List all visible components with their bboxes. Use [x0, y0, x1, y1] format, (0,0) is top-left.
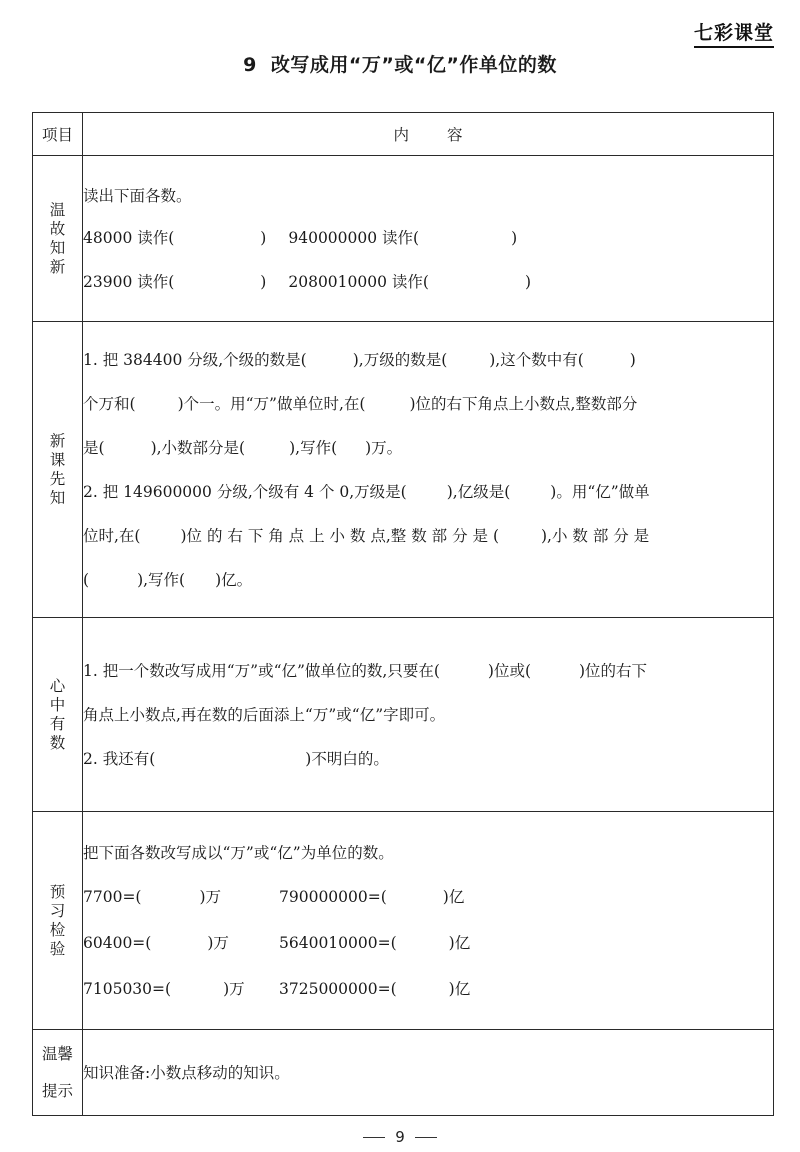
- review-label: 温 故 知 新: [33, 156, 83, 322]
- preview-row: [33, 322, 774, 618]
- tip-content: [83, 1030, 774, 1116]
- lesson-title: 改写成用“万”或“亿”作单位的数: [270, 54, 557, 76]
- review-intro: 读出下面各数。: [83, 186, 192, 205]
- review-line-2: 23900 读作( ) 2080010000 读作( ): [83, 272, 532, 291]
- page-title: [0, 50, 800, 77]
- table-header-row: [33, 113, 774, 156]
- check-row: [33, 812, 774, 1030]
- preview-line-3: 是( ),小数部分是( ),写作( )万。: [83, 438, 403, 457]
- lesson-number: 9: [243, 54, 257, 76]
- preview-content: [83, 322, 774, 618]
- footer-dash-left: [363, 1137, 385, 1138]
- tip-row: [33, 1030, 774, 1116]
- check-line-3: 7105030=( )万 3725000000=( )亿: [83, 979, 471, 998]
- preview-line-1: 1. 把 384400 分级,个级的数是( ),万级的数是( ),这个数中有( ): [83, 350, 636, 369]
- preview-line-6: ( ),写作( )亿。: [83, 570, 253, 589]
- preview-label: 新 课 先 知: [33, 322, 83, 618]
- mind-line-3: 2. 我还有( )不明白的。: [83, 749, 389, 768]
- page-number: 9: [395, 1128, 405, 1146]
- brand-logo: 七彩课堂: [694, 18, 774, 48]
- check-intro: 把下面各数改写成以“万”或“亿”为单位的数。: [83, 843, 394, 862]
- check-line-1: 7700=( )万 790000000=( )亿: [83, 887, 465, 906]
- check-line-2: 60400=( )万 5640010000=( )亿: [83, 933, 471, 952]
- check-content: [83, 812, 774, 1030]
- tip-text: 知识准备:小数点移动的知识。: [83, 1063, 290, 1082]
- check-label: 预 习 检 验: [33, 812, 83, 1030]
- header-item: 项目: [33, 113, 83, 156]
- page-footer: [0, 1128, 800, 1146]
- preview-line-5: 位时,在( )位 的 右 下 角 点 上 小 数 点,整 数 部 分 是 ( ),小 数 部 分 是: [83, 526, 650, 545]
- review-row: [33, 156, 774, 322]
- mind-content: [83, 618, 774, 812]
- mind-row: [33, 618, 774, 812]
- mind-line-2: 角点上小数点,再在数的后面添上“万”或“亿”字即可。: [83, 705, 446, 724]
- mind-label: 心 中 有 数: [33, 618, 83, 812]
- mind-line-1: 1. 把一个数改写成用“万”或“亿”做单位的数,只要在( )位或( )位的右下: [83, 661, 648, 680]
- footer-dash-right: [415, 1137, 437, 1138]
- tip-label: 温馨 提示: [33, 1030, 83, 1116]
- worksheet-table: [32, 112, 774, 1116]
- preview-line-2: 个万和( )个一。用“万”做单位时,在( )位的右下角点上小数点,整数部分: [83, 394, 638, 413]
- review-line-1: 48000 读作( ) 940000000 读作( ): [83, 228, 518, 247]
- header-content: 内容: [83, 113, 774, 156]
- review-content: [83, 156, 774, 322]
- preview-line-4: 2. 把 149600000 分级,个级有 4 个 0,万级是( ),亿级是( )。用“亿”做单: [83, 482, 650, 501]
